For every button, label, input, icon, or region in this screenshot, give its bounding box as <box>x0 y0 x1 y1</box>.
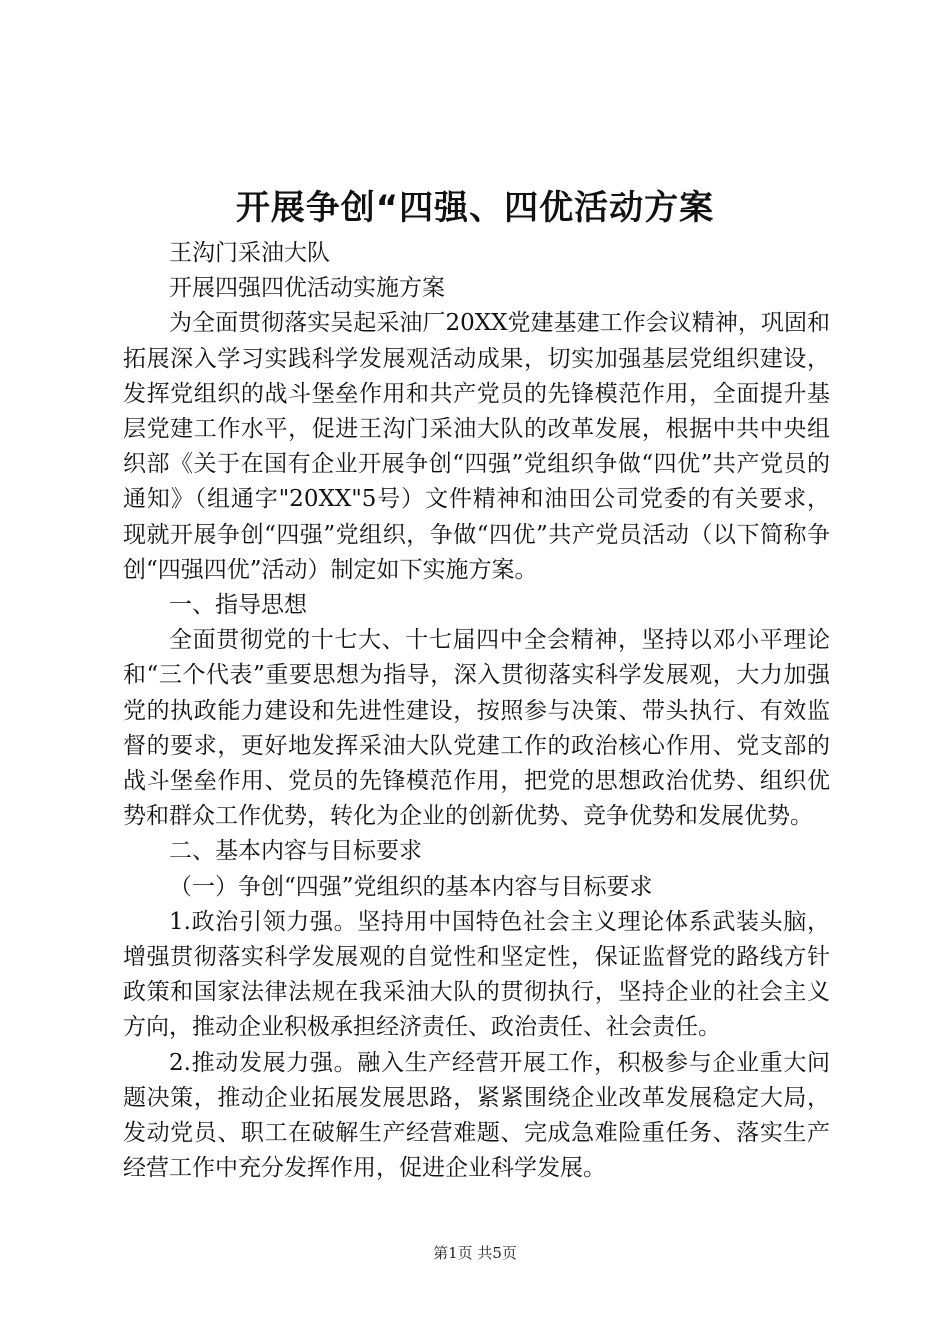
section-heading-guiding-ideology: 一、指导思想 <box>169 592 307 619</box>
list-item-political-leadership: 1.政治引领力强。坚持用中国特色社会主义理论体系武装头脑，增强贯彻落实科学发展观的自觉性和坚定性，保证监督党的路线方针政策和国家法律法规在我采油大队的贯彻执行，坚持企业的社会主义方向，推动企业积极承担经济责任、政治责任、社会责任。 <box>123 908 830 1041</box>
list-item-development-driving: 2.推动发展力强。融入生产经营开展工作，积极参与企业重大问题决策，推动企业拓展发展思路，紧紧围绕企业改革发展稳定大局，发动党员、职工在破解生产经营难题、完成急难险重任务、落实生产经营工作中充分发挥作用，促进企业科学发展。 <box>123 1049 830 1182</box>
document-title: 开展争创“四强、四优活动方案 <box>235 188 715 228</box>
paragraph-organization: 王沟门采油大队 <box>169 240 330 266</box>
paragraph-subtitle: 开展四强四优活动实施方案 <box>169 275 445 302</box>
section-heading-basic-content: 二、基本内容与目标要求 <box>169 838 422 865</box>
subsection-heading-four-strong: （一）争创“四强”党组织的基本内容与目标要求 <box>169 873 653 900</box>
paragraph-intro: 为全面贯彻落实吴起采油厂20XX党建基建工作会议精神，巩固和拓展深入学习实践科学发展观活动成果，切实加强基层党组织建设，发挥党组织的战斗堡垒作用和共产党员的先锋模范作用，全面提升基层党建工作水平，促进王沟门采油大队的改革发展，根据中共中央组织部《关于在国有企业开展争创“四强”党组织争做“四优”共产党员的通知》（组通字"20XX"5号）文件精神和油田公司党委的有关要求，现就开展争创“四强”党组织，争做“四优”共产党员活动（以下简称争创“四强四优”活动）制定如下实施方案。 <box>123 310 830 583</box>
paragraph-guiding-ideology: 全面贯彻党的十七大、十七届四中全会精神，坚持以邓小平理论和“三个代表”重要思想为指导，深入贯彻落实科学发展观，大力加强党的执政能力建设和先进性建设，按照参与决策、带头执行、有效监督的要求，更好地发挥采油大队党建工作的政治核心作用、党支部的战斗堡垒作用、党员的先锋模范作用，把党的思想政治优势、组织优势和群众工作优势，转化为企业的创新优势、竞争优势和发展优势。 <box>123 627 830 830</box>
document-body <box>123 236 830 1186</box>
page-footer: 第1页 共5页 <box>433 1244 517 1262</box>
